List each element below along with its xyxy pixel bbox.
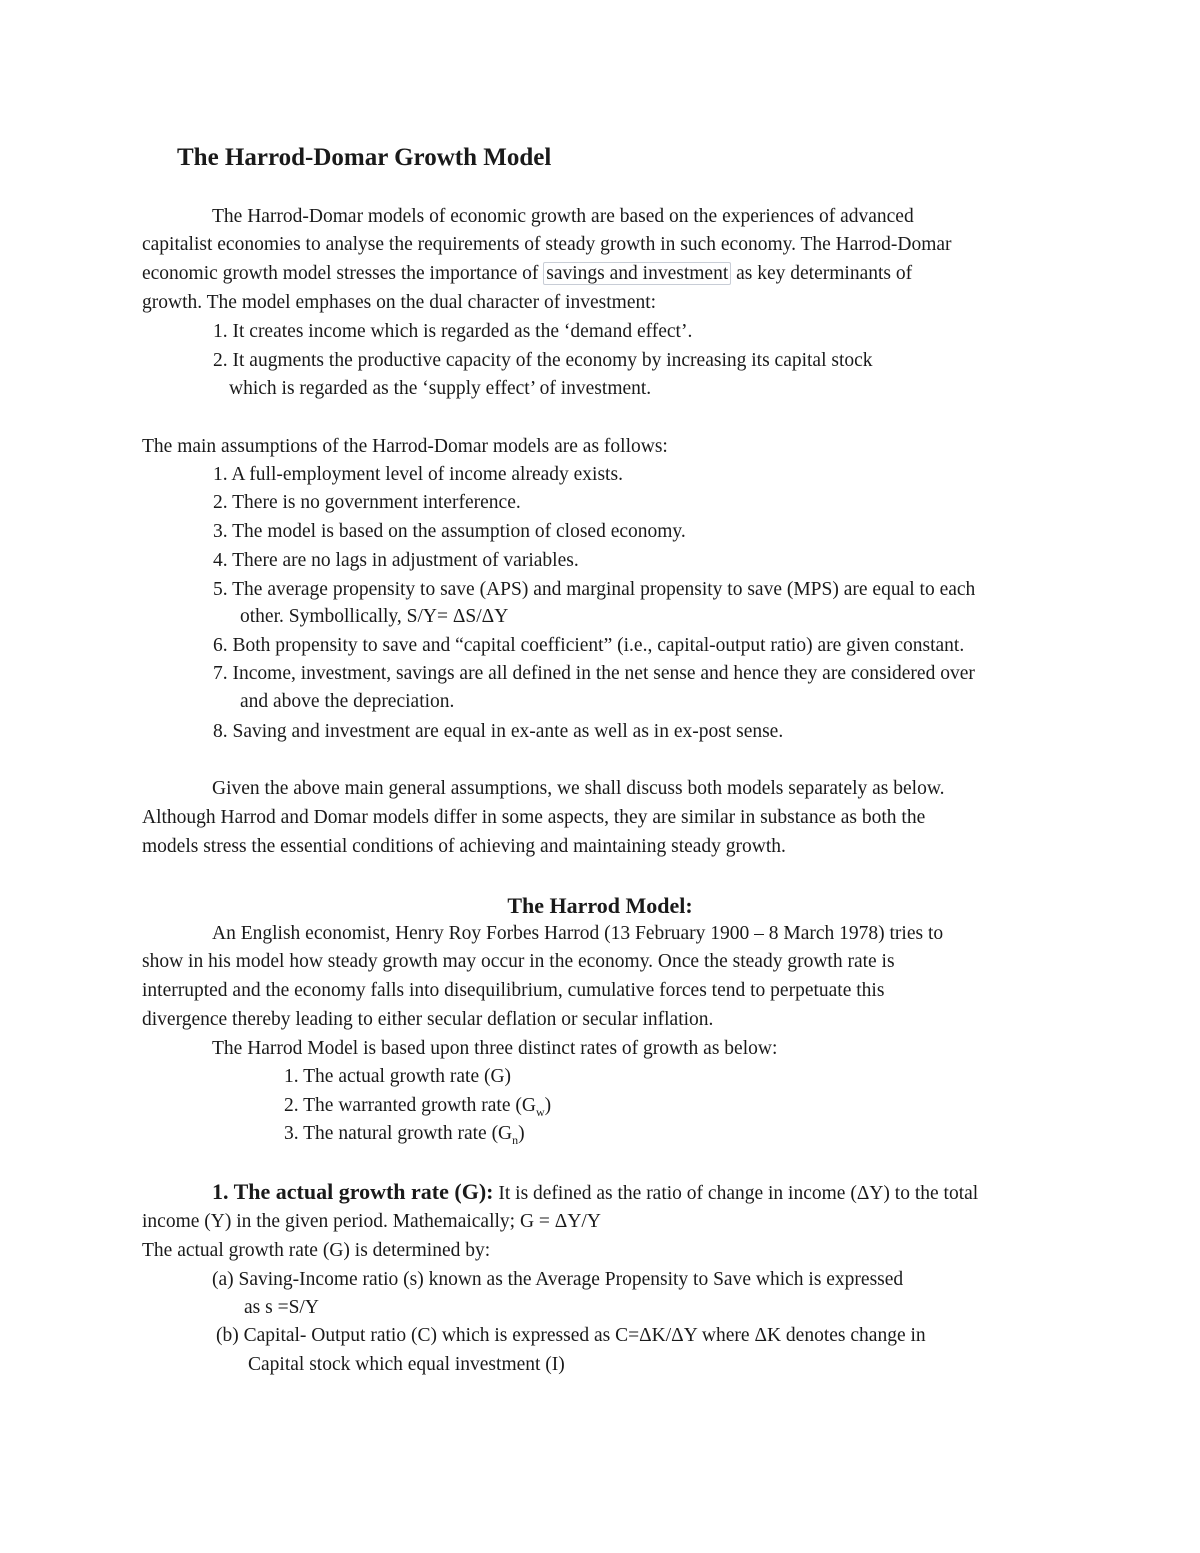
list-item: 3. The model is based on the assumption of closed economy. xyxy=(213,521,686,542)
list-item-continuation: and above the depreciation. xyxy=(240,691,455,712)
page-title: The Harrod-Domar Growth Model xyxy=(177,144,552,171)
rate-label: 2. The warranted growth rate (G xyxy=(284,1095,536,1116)
rate-label-close: ) xyxy=(518,1123,525,1144)
list-item-continuation: as s =S/Y xyxy=(244,1297,319,1318)
paragraph-line: models stress the essential conditions of achieving and maintaining steady growth. xyxy=(142,836,786,857)
list-item: (b) Capital- Output ratio (C) which is expressed as C=ΔK/ΔY where ΔK denotes change in xyxy=(216,1325,926,1346)
list-item: 1. It creates income which is regarded as the ‘demand effect’. xyxy=(213,321,693,342)
list-item: 2. It augments the productive capacity of the economy by increasing its capital stock xyxy=(213,350,873,371)
paragraph-line: Although Harrod and Domar models differ in some aspects, they are similar in substance as both the xyxy=(142,807,926,828)
paragraph-line: Given the above main general assumptions, we shall discuss both models separately as below. xyxy=(212,778,945,799)
list-item: (a) Saving-Income ratio (s) known as the Average Propensity to Save which is expressed xyxy=(212,1269,904,1290)
paragraph-line: An English economist, Henry Roy Forbes Harrod (13 February 1900 – 8 March 1978) tries to xyxy=(212,923,944,944)
section-heading-harrod: The Harrod Model: xyxy=(507,893,693,918)
intro-text: economic growth model stresses the importance of xyxy=(142,263,544,284)
intro-line: The Harrod-Domar models of economic growth are based on the experiences of advanced xyxy=(212,206,914,227)
list-item: 7. Income, investment, savings are all defined in the net sense and hence they are considered over xyxy=(213,663,975,684)
intro-text: as key determinants of xyxy=(731,263,913,284)
list-item: 1. A full-employment level of income already exists. xyxy=(213,464,623,485)
intro-line xyxy=(142,262,912,286)
intro-line: growth. The model emphases on the dual character of investment: xyxy=(142,292,657,313)
list-item-continuation: other. Symbollically, S/Y= ΔS/ΔY xyxy=(240,606,509,627)
list-item: 1. The actual growth rate (G) xyxy=(284,1066,512,1087)
list-item: 4. There are no lags in adjustment of variables. xyxy=(213,550,579,571)
assumptions-lead: The main assumptions of the Harrod-Domar models are as follows: xyxy=(142,436,668,457)
paragraph-line: The Harrod Model is based upon three distinct rates of growth as below: xyxy=(212,1038,778,1059)
rate-label: 3. The natural growth rate (G xyxy=(284,1123,513,1144)
list-item-continuation: which is regarded as the ‘supply effect’ of investment. xyxy=(229,378,652,399)
list-item: 2. There is no government interference. xyxy=(213,492,521,513)
paragraph-line: interrupted and the economy falls into disequilibrium, cumulative forces tend to perpetuate this xyxy=(142,980,885,1001)
paragraph-text: It is defined as the ratio of change in income (ΔY) to the total xyxy=(493,1183,979,1204)
subsection-heading-actual: 1. The actual growth rate (G): xyxy=(212,1179,494,1204)
subscript: w xyxy=(535,1104,545,1119)
intro-line: capitalist economies to analyse the requirements of steady growth in such economy. The Harrod-Domar xyxy=(142,234,952,255)
list-item-continuation: Capital stock which equal investment (I) xyxy=(248,1354,565,1375)
paragraph-line: show in his model how steady growth may occur in the economy. Once the steady growth rate is xyxy=(142,951,895,972)
paragraph-line xyxy=(212,1180,978,1206)
paragraph-line: divergence thereby leading to either secular deflation or secular inflation. xyxy=(142,1009,714,1030)
rate-label-close: ) xyxy=(544,1095,552,1116)
paragraph-line: The actual growth rate (G) is determined by: xyxy=(142,1240,491,1261)
savings-investment-highlight: savings and investment xyxy=(543,262,731,285)
list-item xyxy=(284,1122,525,1146)
paragraph-line: income (Y) in the given period. Mathemaically; G = ΔY/Y xyxy=(142,1211,601,1232)
list-item: 6. Both propensity to save and “capital coefficient” (i.e., capital-output ratio) are given constant. xyxy=(213,635,965,656)
list-item: 8. Saving and investment are equal in ex-ante as well as in ex-post sense. xyxy=(213,721,784,742)
list-item xyxy=(284,1094,551,1118)
list-item: 5. The average propensity to save (APS) and marginal propensity to save (MPS) are equal to each xyxy=(213,579,976,600)
subscript: n xyxy=(512,1132,519,1147)
